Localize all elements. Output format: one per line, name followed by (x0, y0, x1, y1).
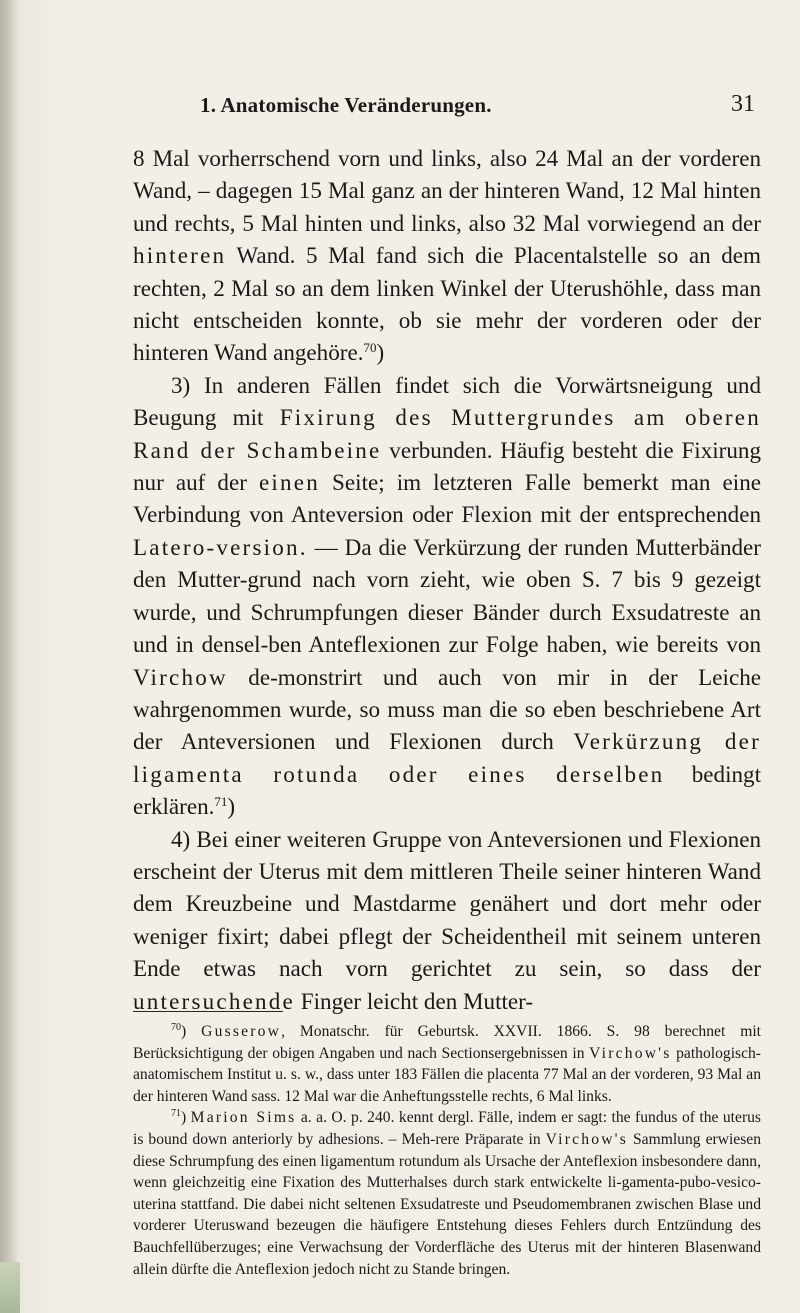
paragraph-2 (133, 369, 761, 823)
text-run: 4) Bei einer weiteren Gruppe von Anteversionen und Flexionen erscheint der Uterus mit dem mittleren Theile seiner hinteren Wand dem Kreuzbeine und Mastdarme genähert und dort mehr oder weniger fixirt; dabei pflegt der Scheidentheil mit seinem unteren Ende etwas nach vorn gerichtet zu sein, so dass der (133, 825, 761, 982)
footnote-author: Marion Sims (190, 1109, 297, 1127)
footnote-number: 70 (171, 1022, 181, 1033)
text-run: , Monatschr. für Geburtsk. XXVII. 1866. S. 98 berechnet mit Berücksichtigung der obigen Angaben und nach Sectionsergebnissen in (133, 1023, 761, 1062)
body-text (133, 142, 761, 1017)
binding-tab (0, 1262, 20, 1313)
text-run: pathologisch-anatomischem Institut u. s. w., dass unter 183 Fällen die placenta 77 Mal an der vorderen, 93 Mal an der hinteren Wand sass. 12 Mal war die Anheftungsstelle rechts, 6 Mal links. (133, 1044, 762, 1105)
page-number: 31 (731, 91, 755, 117)
footnote-number: 71 (171, 1108, 181, 1120)
spaced-emphasis: einen (258, 469, 320, 496)
footnotes (133, 1021, 761, 1280)
text-run: Sammlung erwiesen diese Schrumpfung des einen ligamentum rotundum als Ursache der Anteflexion insbesondere dann, wenn gleichzeitig eine Fixation des Mutterhalses durch stark entwickelte li-gamenta-pubo-vesico-uterina stattfand. Die dabei nicht seltenen Exsudatreste und Pseudomembranen zwischen Blase und vorderer Uteruswand bezeugen die häufigere Entstehung dieses Fehlers durch Entzündung des Bauchfellüberzuges; eine Verwachsung der Vorderfläche des Uterus mit der hinteren Blasenwand allein dürfte die Anteflexion jedoch nicht zu Stande bringen. (133, 1130, 761, 1278)
text-run: Finger leicht den Mutter- (294, 987, 534, 1014)
text-run: a. a. O. p. 240. kennt dergl. Fälle, indem er sagt: the fundus of the uterus is bound down anteriorly by adhesions. – Meh-rere Präparate in (133, 1109, 761, 1148)
footnote-71: $^{71}$) Marion Sims a. a. O. p. 240. kennt dergl. Fälle, indem er sagt: the fundus of the uterus is bound down anteriorly by adhesions. – Meh-rere Präparate in Virchow's Sammlung erwiesen diese Schrumpfung des einen ligamentum rotundum als Ursache der Anteflexion insbesondere dann, wenn gleichzeitig eine Fixation des Mutterhalses durch stark entwickelte li-gamenta-pubo-vesico-uterina stattfand. Die dabei nicht seltenen Exsudatreste und Pseudomembranen zwischen Blase und vorderer Uteruswand bezeugen die häufigere Entstehung dieses Fehlers durch Entzündung des Bauchfellüberzuges; eine Verwachsung der Vorderfläche des Uterus mit der hinteren Blasenwand allein dürfte die Anteflexion jedoch nicht zu Stande bringen. (133, 1108, 761, 1278)
page-edge-shadow (0, 0, 18, 1313)
text-run: ) (227, 793, 236, 820)
text-run: 3) In anderen Fällen findet sich die Vorwärtsneigung und Beugung mit (133, 371, 761, 431)
chapter-title: 1. Anatomische Veränderungen. (200, 93, 492, 117)
spaced-emphasis: Virchow's (589, 1044, 672, 1062)
spaced-emphasis: Fixirung des Muttergrundes am oberen Rand der Schambeine (133, 404, 761, 463)
running-header (200, 93, 755, 121)
spaced-emphasis: untersuchende (133, 987, 295, 1014)
spaced-emphasis: Latero-version. (133, 533, 308, 560)
footnote-author: Gusserow (201, 1023, 282, 1040)
footnote-divider (133, 1011, 283, 1012)
footnote-70: $^{70}$) Gusserow, Monatschr. für Geburtsk. XXVII. 1866. S. 98 berechnet mit Berücksichtigung der obigen Angaben und nach Sectionsergebnissen in Virchow's pathologisch-anatomischem Institut u. s. w., dass unter 183 Fällen die placenta 77 Mal an der vorderen, 93 Mal an der hinteren Wand sass. 12 Mal war die Anheftungsstelle rechts, 6 Mal links. (133, 1022, 762, 1105)
paragraph-1 (133, 142, 761, 369)
text-run: bedingt erklären. (133, 760, 762, 820)
spaced-emphasis: Virchow (133, 663, 228, 690)
text-run: 8 Mal vorherrschend vorn und links, also 24 Mal an der vorderen Wand, – dagegen 15 Mal ganz an der hinteren Wand, 12 Mal hinten und rechts, 5 Mal hinten und links, also 32 Mal vorwiegend an der (133, 145, 761, 236)
text-run: de-monstrirt und auch von mir in der Leiche wahrgenommen wurde, so muss man die so eben beschriebene Art der Anteversionen und Flexionen durch (133, 663, 761, 755)
footnote-ref: 70 (363, 340, 377, 356)
footnote-ref: 71 (214, 794, 228, 810)
text-run: Wand. 5 Mal fand sich die Placentalstelle so an dem rechten, 2 Mal so an dem linken Winkel der Uterushöhle, dass man nicht entscheiden konnte, ob sie mehr der vorderen oder der hinteren Wand angehöre. (133, 242, 761, 366)
paragraph-3 (133, 823, 761, 1017)
text-run: ) (376, 339, 385, 366)
text-run: Seite; im letzteren Falle bemerkt man eine Verbindung von Anteversion oder Flexion mit der entsprechenden (133, 469, 761, 528)
spaced-emphasis: Verkürzung der ligamenta rotunda oder eines derselben (133, 728, 761, 787)
spaced-emphasis: hinteren (133, 242, 227, 269)
text-run: verbunden. Häufig besteht die Fixirung nur auf der (133, 436, 761, 496)
text-run: — Da die Verkürzung der runden Mutterbänder den Mutter-grund nach vorn zieht, wie oben S. 7 bis 9 gezeigt wurde, und Schrumpfungen dieser Bänder durch Exsudatreste an und in densel-ben Anteflexionen zur Folge haben, wie bereits von (133, 533, 761, 658)
spaced-emphasis: Virchow's (545, 1130, 628, 1148)
